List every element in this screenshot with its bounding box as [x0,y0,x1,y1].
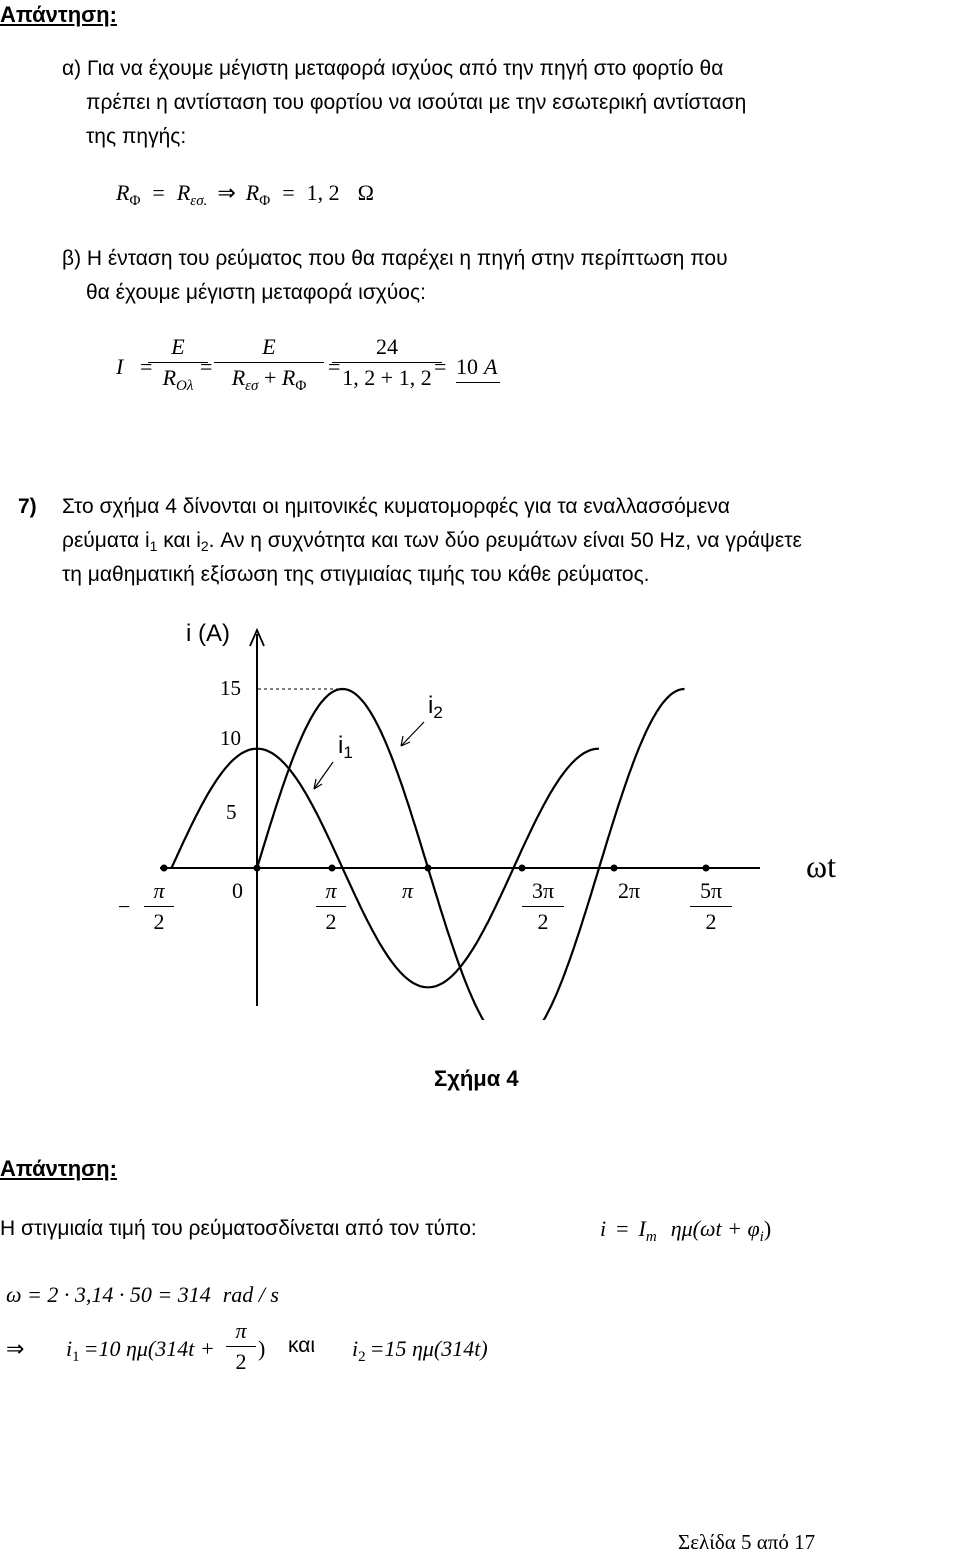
figure-caption: Σχήμα 4 [434,1066,519,1091]
x-axis-label: ωt [806,848,836,884]
i2-pointer-arrow-icon [401,722,424,746]
label-i1: $i_1$ [338,732,353,762]
x-tick-neg-half-pi: $\frac{\pi}{2}$ [144,878,174,935]
general-formula: i = Im ημ(ωt + φi) [600,1216,772,1245]
equation-load-resistance: RΦ = Rεσ. ⇒ RΦ = 1, 2 Ω [116,180,374,209]
part-a-line-3: της πηγής: [86,125,187,148]
y-tick-10: 10 [220,726,241,750]
problem-number: 7) [18,495,37,518]
tick-dot [703,865,710,872]
part-a-line-2: πρέπει η αντίσταση του φορτίου να ισούται με την εσωτερική αντίσταση [86,91,747,114]
implies-icon: ⇒ [217,180,236,205]
answer-heading: Απάντηση: [0,2,117,27]
page-footer: Σελίδα 5 από 17 [678,1530,816,1554]
formula-intro: Η στιγμιαία τιμή του ρεύματοσδίνεται από τον τύπο: [0,1217,477,1240]
x-tick-zero: 0 [232,878,243,903]
omega-equation: ω = 2 · 3,14 · 50 = 314 rad / s [6,1282,279,1307]
part-a-line-1: α) Για να έχουμε μέγιστη μεταφορά ισχύος από την πηγή στο φορτίο θα [62,57,724,80]
part-b-line-1: β) Η ένταση του ρεύματος που θα παρέχει η πηγή στην περίπτωση που [62,247,728,270]
y-axis-label: i (A) [186,620,230,647]
label-i2: $i_2$ [428,692,443,722]
result-underline [456,382,500,383]
x-tick-minus-sign: − [118,894,131,919]
tick-dot [611,865,618,872]
x-tick-five-half-pi: $\frac{5\pi}{2}$ [690,878,732,935]
y-tick-15: 15 [220,676,241,700]
tick-dot [161,865,168,872]
x-tick-half-pi: $\frac{\pi}{2}$ [316,878,346,935]
problem-line-3: τη μαθηματική εξίσωση της στιγμιαίας τιμής του κάθε ρεύματος. [62,563,650,586]
series-i2-curve [257,689,685,1020]
answer2-heading: Απάντηση: [0,1156,117,1181]
problem-line-1: Στο σχήμα 4 δίνονται οι ημιτονικές κυματομορφές για τα εναλλασσόμενα [62,495,730,518]
part-b-line-2: θα έχουμε μέγιστη μεταφορά ισχύος: [86,281,426,304]
tick-dot [329,865,336,872]
x-tick-two-pi: 2π [618,878,641,903]
y-tick-5: 5 [226,800,237,824]
i1-pointer-arrow-icon [314,762,333,789]
x-tick-three-half-pi: $\frac{3\pi}{2}$ [522,878,564,935]
tick-dot [519,865,526,872]
problem-line-2: ρεύματα i1 και i2. Αν η συχνότητα και των δύο ρευμάτων είναι 50 Hz, να γράψετε [62,529,802,554]
implies-icon: ⇒ [6,1336,25,1361]
waveform-figure [0,600,960,1020]
x-tick-pi: π [402,878,414,903]
